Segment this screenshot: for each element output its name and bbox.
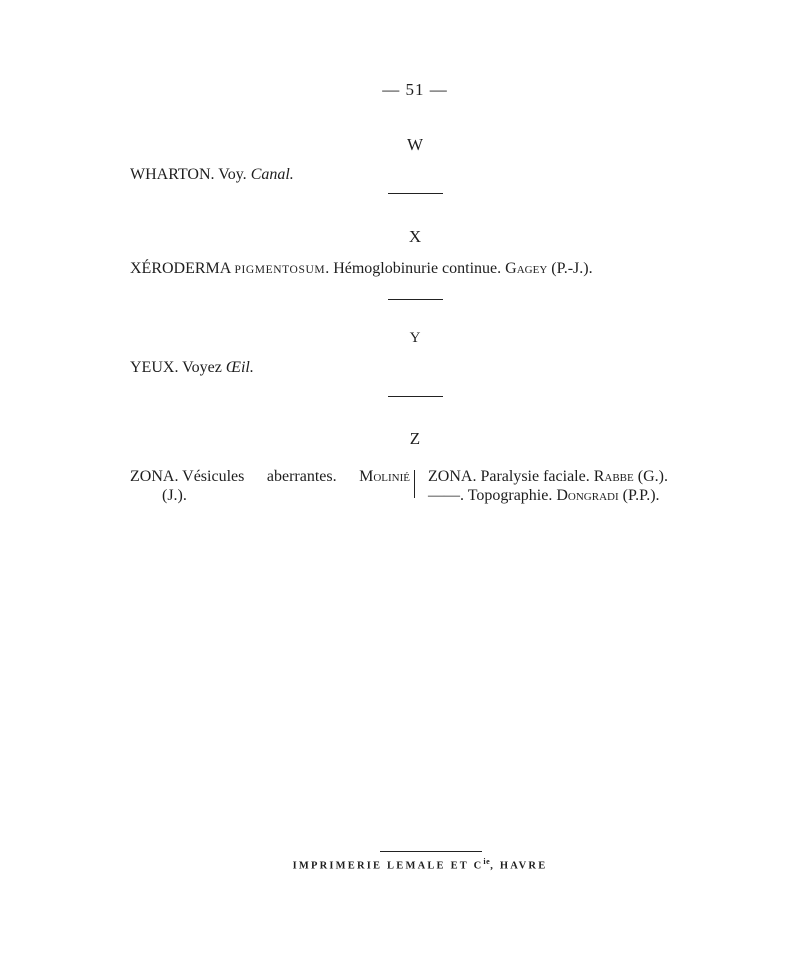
entry-term: ——	[428, 487, 460, 504]
entry-term-qualifier: PIGMENTOSUM	[234, 264, 326, 276]
index-entries-zona-right	[428, 467, 728, 505]
index-entry-zona-molinie	[130, 467, 410, 505]
section-letter-x: X	[408, 227, 422, 246]
section-letter-w: W	[406, 135, 424, 154]
printer-imprint	[0, 857, 800, 872]
entry-reference: Œil.	[225, 359, 254, 376]
printer-imprint-end: , HAVRE	[490, 860, 548, 872]
entry-term: WHARTON	[130, 166, 211, 183]
entry-author: Molinié	[359, 468, 410, 485]
index-entry-xeroderma	[130, 260, 593, 278]
entry-author-initials: (J.).	[162, 487, 187, 504]
page-number: — 51 —	[382, 80, 448, 99]
entry-term: ZONA	[130, 468, 175, 485]
entry-author-initials: (P.P.).	[618, 487, 660, 504]
entry-term: YEUX	[130, 359, 175, 376]
entry-author: Dongradi	[556, 487, 619, 504]
entry-author-initials: (P.-J.).	[547, 260, 593, 277]
entry-text: . Voy.	[210, 166, 251, 183]
printer-imprint-sup: ie	[483, 857, 491, 866]
entry-text: . Vésicules	[174, 468, 245, 485]
entry-author-initials: (G.).	[633, 468, 668, 485]
entry-author: Rabbe	[593, 468, 634, 485]
index-entry-zona-rabbe	[428, 467, 728, 486]
section-divider	[388, 299, 443, 300]
footer-divider	[380, 851, 482, 852]
entry-first-line	[130, 467, 410, 486]
index-entry-wharton	[130, 166, 294, 184]
section-divider	[388, 193, 443, 194]
printer-imprint-text: IMPRIMERIE LEMALE ET C	[292, 860, 484, 872]
entry-term: XÉRODERMA	[130, 260, 231, 277]
entry-text: . Hémoglobinurie continue.	[325, 260, 506, 277]
section-divider	[388, 396, 443, 397]
index-entry-zona-dongradi	[428, 486, 728, 505]
entry-text: . Voyez	[174, 359, 226, 376]
section-letter-y: Y	[409, 330, 421, 346]
index-entry-yeux	[130, 359, 254, 377]
entry-reference: Canal.	[250, 166, 294, 183]
entry-text: . Paralysie faciale.	[472, 468, 594, 485]
entry-author: Gagey	[505, 260, 548, 277]
entry-text: aberrantes.	[266, 468, 337, 485]
entry-text: . Topographie.	[460, 487, 557, 504]
column-divider	[414, 470, 415, 498]
entry-term: ZONA	[428, 468, 473, 485]
section-letter-z: Z	[409, 429, 421, 448]
